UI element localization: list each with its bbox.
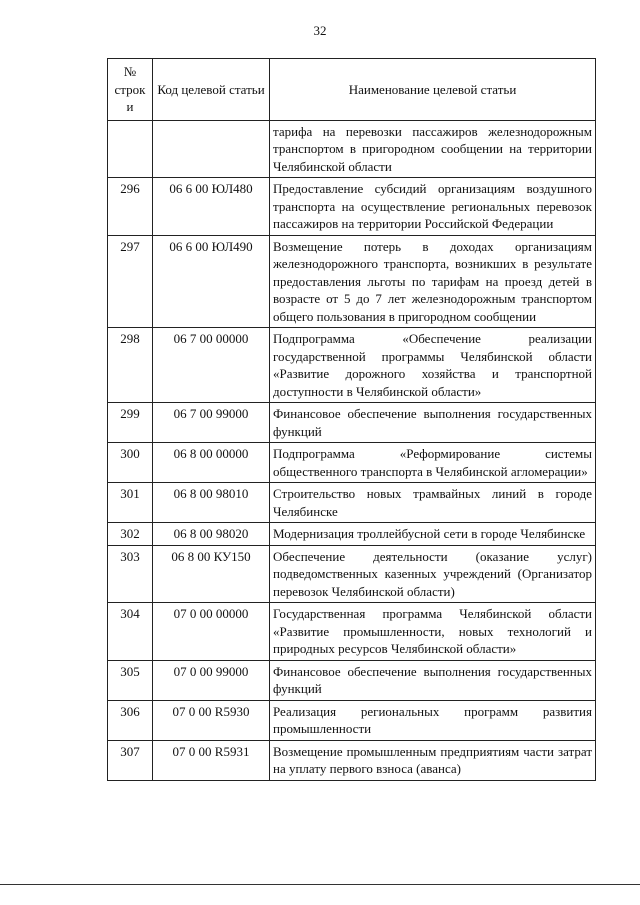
- row-number-cell: 299: [108, 403, 153, 443]
- target-code-cell: 06 8 00 98010: [153, 483, 270, 523]
- row-number-cell: 296: [108, 178, 153, 236]
- table-row: [108, 545, 596, 603]
- target-name-cell: Реализация региональных программ развития промышленности: [270, 700, 596, 740]
- target-name-cell: Финансовое обеспечение выполнения государственных функций: [270, 403, 596, 443]
- target-name-cell: Возмещение промышленным предприятиям части затрат на уплату первого взноса (аванса): [270, 740, 596, 780]
- table-row: [108, 740, 596, 780]
- target-code-cell: [153, 120, 270, 178]
- table-row: [108, 443, 596, 483]
- target-code-cell: 07 0 00 R5931: [153, 740, 270, 780]
- target-code-cell: 06 7 00 99000: [153, 403, 270, 443]
- header-target-code-label: Код целевой статьи: [157, 81, 265, 97]
- footer-divider: [0, 884, 640, 885]
- table-body: [108, 120, 596, 780]
- header-row-number: [108, 59, 153, 121]
- table-row: [108, 603, 596, 661]
- row-number-cell: 307: [108, 740, 153, 780]
- table-row: [108, 700, 596, 740]
- table-row: [108, 120, 596, 178]
- target-code-cell: 06 6 00 ЮЛ490: [153, 235, 270, 328]
- target-code-cell: 06 7 00 00000: [153, 328, 270, 403]
- table-row: [108, 403, 596, 443]
- row-number-cell: 297: [108, 235, 153, 328]
- row-number-cell: [108, 120, 153, 178]
- target-name-cell: Государственная программа Челябинской области «Развитие промышленности, новых технологий и природных ресурсов Челябинской области»: [270, 603, 596, 661]
- table-row: [108, 328, 596, 403]
- target-name-cell: Возмещение потерь в доходах организациям железнодорожного транспорта, возникших в результате предоставления льготы по тарифам на проезд детей в возрасте от 5 до 7 лет железнодорожным транспортом общего пользования в пригородном сообщении: [270, 235, 596, 328]
- header-target-name-label: Наименование целевой статьи: [348, 81, 517, 97]
- target-code-cell: 07 0 00 00000: [153, 603, 270, 661]
- page-number: 32: [313, 23, 327, 38]
- table-row: [108, 483, 596, 523]
- row-number-cell: 305: [108, 660, 153, 700]
- target-name-cell: Подпрограмма «Обеспечение реализации государственной программы Челябинской области «Развитие дорожного хозяйства и транспортной доступности в Челябинской области»: [270, 328, 596, 403]
- target-name-cell: Модернизация троллейбусной сети в городе Челябинске: [270, 523, 596, 546]
- table-row: [108, 660, 596, 700]
- budget-classification-table: [107, 58, 596, 781]
- target-code-cell: 06 8 00 КУ150: [153, 545, 270, 603]
- row-number-cell: 298: [108, 328, 153, 403]
- target-code-cell: 06 6 00 ЮЛ480: [153, 178, 270, 236]
- header-target-name: [270, 59, 596, 121]
- row-number-cell: 304: [108, 603, 153, 661]
- table-row: [108, 235, 596, 328]
- row-number-cell: 303: [108, 545, 153, 603]
- row-number-cell: 301: [108, 483, 153, 523]
- target-name-cell: тарифа на перевозки пассажиров железнодорожным транспортом в пригородном сообщении на территории Челябинской области: [270, 120, 596, 178]
- target-code-cell: 06 8 00 00000: [153, 443, 270, 483]
- target-code-cell: 07 0 00 R5930: [153, 700, 270, 740]
- row-number-cell: 306: [108, 700, 153, 740]
- target-name-cell: Обеспечение деятельности (оказание услуг) подведомственных казенных учреждений (Организатор перевозок Челябинской области): [270, 545, 596, 603]
- header-row-number-label: № строк и: [114, 64, 146, 114]
- table-row: [108, 178, 596, 236]
- header-target-code: [153, 59, 270, 121]
- row-number-cell: 300: [108, 443, 153, 483]
- target-name-cell: Предоставление субсидий организациям воздушного транспорта на осуществление региональных перевозок пассажиров на территории Российской Федерации: [270, 178, 596, 236]
- table-row: [108, 523, 596, 546]
- row-number-cell: 302: [108, 523, 153, 546]
- table-header-row: [108, 59, 596, 121]
- target-name-cell: Финансовое обеспечение выполнения государственных функций: [270, 660, 596, 700]
- target-name-cell: Строительство новых трамвайных линий в городе Челябинске: [270, 483, 596, 523]
- target-code-cell: 06 8 00 98020: [153, 523, 270, 546]
- target-code-cell: 07 0 00 99000: [153, 660, 270, 700]
- target-name-cell: Подпрограмма «Реформирование системы общественного транспорта в Челябинской агломерации»: [270, 443, 596, 483]
